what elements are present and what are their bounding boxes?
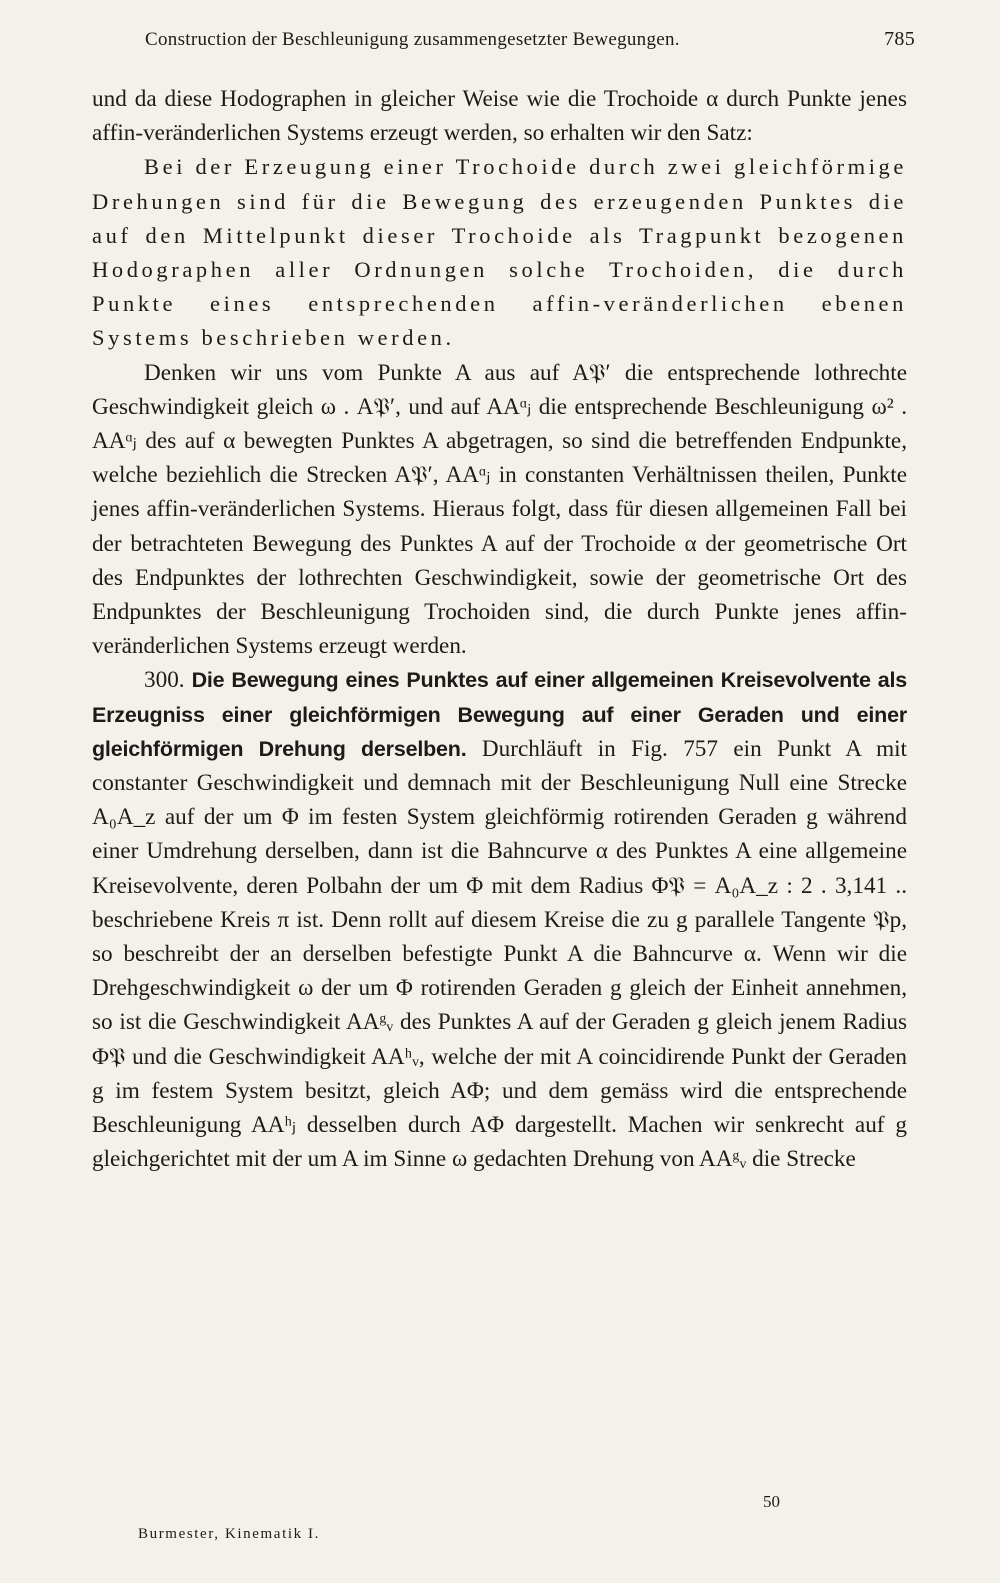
- running-header: [145, 28, 915, 51]
- text-body: [92, 82, 907, 1177]
- section-heading: Die Bewegung eines Punktes auf einer allgemeinen Kreisevolvente als Erzeugniss einer gleichförmigen Bewegung auf einer Geraden und einer gleichförmigen Drehung derselben.: [92, 668, 908, 761]
- paragraph-1: und da diese Hodographen in gleicher Weise wie die Trochoide α durch Punkte jenes affin-veränderlichen Systems erzeugt werden, so erhalten wir den Satz:: [92, 86, 907, 147]
- footer-book-title: Burmester, Kinematik I.: [138, 1526, 320, 1542]
- header-title: Construction der Beschleunigung zusammengesetzter Bewegungen.: [145, 29, 680, 50]
- theorem-paragraph: Bei der Erzeugung einer Trochoide durch zwei gleichförmige Drehungen sind für die Bewegung des erzeugenden Punktes die auf den Mittelpunkt dieser Trochoide als Tragpunkt bezogenen Hodographen aller Ordnungen solche Trochoiden, die durch Punkte eines entsprechenden affin-veränderlichen ebenen Systems beschrieben werden.: [92, 154, 907, 351]
- signature-mark: 50: [763, 1492, 780, 1511]
- page-number: 785: [884, 28, 915, 50]
- section-text: Durchläuft in Fig. 757 ein Punkt A mit constanter Geschwindigkeit und demnach mit der Beschleunigung Null eine Strecke A₀A_z auf der um Φ im festen System gleichförmig rotirenden Geraden g während einer Umdrehung derselben, dann ist die Bahncurve α des Punktes A eine allgemeine Kreisevolvente, deren Polbahn der um Φ mit dem Radius Φ𝔓 = A₀A_z : 2 . 3,141 .. beschriebene Kreis π ist. Denn rollt auf diesem Kreise die zu g parallele Tangente 𝔓p, so beschreibt der an derselben befestigte Punkt A die Bahncurve α. Wenn wir die Drehgeschwindigkeit ω der um Φ rotirenden Geraden g gleich der Einheit annehmen, so ist die Geschwindigkeit AAᵍᵥ des Punktes A auf der Geraden g gleich jenem Radius Φ𝔓 und die Geschwindigkeit AAʰᵥ, welche der mit A coincidirende Punkt der Geraden g im festem System besitzt, gleich AΦ; und dem gemäss wird die entsprechende Beschleunigung AAʰⱼ desselben durch AΦ dargestellt. Machen wir senkrecht auf g gleichgerichtet mit der um A im Sinne ω gedachten Drehung von AAᵍᵥ die Strecke: [92, 735, 907, 1173]
- paragraph-3: Denken wir uns vom Punkte A aus auf A𝔓′ die entsprechende lothrechte Geschwindigkeit gleich ω . A𝔓′, und auf AAᵅⱼ die entsprechende Beschleunigung ω² . AAᵅⱼ des auf α bewegten Punktes A abgetragen, so sind die betreffenden Endpunkte, welche beziehlich die Strecken A𝔓′, AAᵅⱼ in constanten Verhältnissen theilen, Punkte jenes affin-veränderlichen Systems. Hieraus folgt, dass für diesen allgemeinen Fall bei der betrachteten Bewegung des Punktes A auf der Trochoide α der geometrische Ort des Endpunktes der lothrechten Geschwindigkeit, sowie der geometrische Ort des Endpunktes der Beschleunigung Trochoiden sind, die durch Punkte jenes affin-veränderlichen Systems erzeugt werden.: [92, 359, 907, 660]
- section-number: 300.: [144, 667, 185, 694]
- section-300: [92, 663, 907, 1176]
